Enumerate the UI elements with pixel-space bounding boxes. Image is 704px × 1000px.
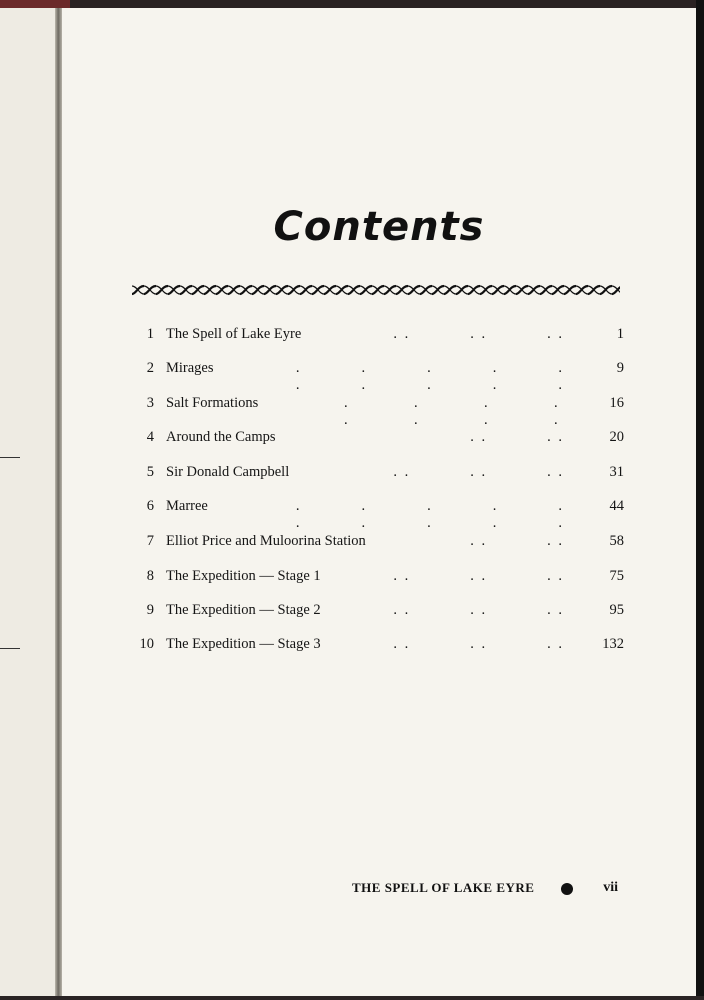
toc-entry [134,360,624,393]
dot-leader [295,498,564,532]
leader-dots: . . [393,326,411,342]
toc-entry [134,602,624,622]
dot-leader [344,533,564,550]
chapter-number: 5 [146,464,154,480]
chapter-title: The Expedition — Stage 3 [166,636,321,652]
chapter-title: Around the Camps [166,429,276,445]
dot-leader [344,602,564,619]
chapter-title: Marree [166,498,208,514]
leader-dots: . . [393,636,411,652]
leader-dots: . . [344,395,350,428]
chapter-title: The Expedition — Stage 1 [166,568,321,584]
leader-dots: . . [470,533,488,549]
chapter-page: 20 [609,429,624,445]
page-number: vii [603,880,618,895]
leader-dots: . . [361,360,368,393]
leader-dots: . . [492,498,499,531]
leader-dots: . . [414,395,420,428]
toc-entry [134,568,624,588]
bottom-edge [0,996,704,1000]
chapter-number: 3 [146,395,154,411]
chapter-number: 2 [146,360,154,376]
leader-dots: . . [470,602,488,618]
left-page [0,8,58,996]
chapter-title: Salt Formations [166,395,259,411]
ornamental-divider [132,283,620,297]
chapter-page: 44 [609,498,624,514]
leader-dots: . . [427,498,433,531]
toc-entry [134,464,624,484]
leader-dots: . . [361,498,368,531]
chapter-title: Elliot Price and Muloorina Station [166,533,366,549]
leader-dots: . . [470,429,488,445]
dot-leader [344,636,564,653]
dot-leader [295,360,564,394]
page-mark [0,648,20,649]
leader-dots: . . [470,636,488,652]
leader-dots: . . [547,636,564,652]
chapter-number: 1 [146,326,154,342]
toc-entry [134,429,624,449]
chapter-page: 95 [609,602,624,618]
dot-leader [344,568,564,585]
chapter-number: 9 [146,602,154,618]
dot-leader [344,395,564,429]
toc-entry [134,395,624,428]
leader-dots: . . [427,360,433,393]
page-title: Contents [273,204,485,250]
chapter-title: Sir Donald Campbell [166,464,290,480]
chapter-page: 132 [602,636,624,652]
leader-dots: . . [554,395,560,428]
leader-dots: . . [547,533,564,549]
leader-dots: . . [547,464,564,480]
chapter-number: 6 [146,498,154,514]
leader-dots: . . [295,360,302,393]
leader-dots: . . [558,498,564,531]
toc-entry [134,326,624,346]
leader-dots: . . [470,326,488,342]
toc-entry [134,533,624,553]
toc-entry [134,498,624,531]
right-edge [696,0,704,1000]
leader-dots: . . [295,498,302,531]
leader-dots: . . [547,429,564,445]
bullet-icon [561,883,573,895]
dot-leader [344,326,564,343]
page-mark [0,457,20,458]
leader-dots: . . [547,326,564,342]
chapter-page: 16 [609,395,624,411]
toc-entry [134,636,624,656]
leader-dots: . . [492,360,499,393]
chapter-number: 7 [146,533,154,549]
running-footer [352,880,622,900]
cover-edge [0,0,70,8]
leader-dots: . . [547,602,564,618]
leader-dots: . . [484,395,490,428]
chapter-page: 1 [616,326,624,342]
leader-dots: . . [558,360,564,393]
chapter-number: 4 [146,429,154,445]
leader-dots: . . [393,464,411,480]
chapter-title: The Expedition — Stage 2 [166,602,321,618]
chapter-page: 31 [609,464,624,480]
chapter-number: 8 [146,568,154,584]
dot-leader [344,429,564,446]
leader-dots: . . [470,464,488,480]
chapter-number: 10 [139,636,154,652]
top-edge [0,0,704,8]
chapter-page: 58 [609,533,624,549]
chapter-page: 9 [616,360,624,376]
chapter-title: Mirages [166,360,214,376]
leader-dots: . . [393,568,411,584]
leader-dots: . . [470,568,488,584]
footer-book-title: THE SPELL OF LAKE EYRE [352,880,535,895]
leader-dots: . . [547,568,564,584]
chapter-page: 75 [609,568,624,584]
dot-leader [344,464,564,481]
leader-dots: . . [393,602,411,618]
contents-page [62,8,696,996]
chapter-title: The Spell of Lake Eyre [166,326,302,342]
